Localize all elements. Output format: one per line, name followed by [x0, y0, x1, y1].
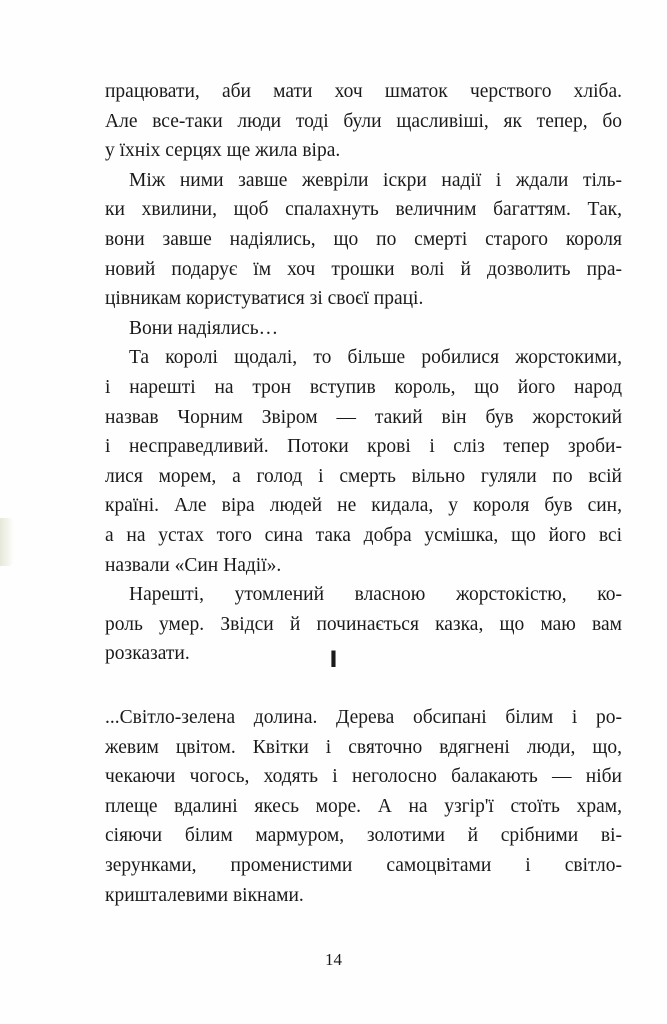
text-line: у їхніх серцях ще жила віра. [105, 140, 341, 162]
text-line: ...Світло-зелена долина. Дерева обсипані білим і ро- [105, 707, 622, 728]
text-line: роль умер. Звідси й починається казка, що маю вам [105, 613, 622, 635]
text-line: і нарешті на трон вступив король, що його народ [105, 376, 622, 398]
text-line: ки хвилини, щоб спалахнуть величним багаттям. Так, [105, 199, 622, 221]
text-line: країні. Але віра людей не кидала, у короля був син, [105, 495, 622, 517]
text-line: вони завше надіялись, що по смерті старого короля [105, 228, 622, 250]
text-line: зерунками, променистими самоцвітами і світло- [105, 854, 622, 876]
text-line: Між ними завше жевріли іскри надії і ждали тіль- [129, 169, 622, 191]
text-line: лися морем, а голод і смерть вільно гуляли по всій [105, 465, 622, 487]
text-line: жевим цвітом. Квітки і святочно вдягнені люди, що, [105, 736, 622, 758]
text-line: Але все-таки люди тоді були щасливіші, як тепер, бо [105, 110, 622, 132]
text-line: і несправедливий. Потоки крові і сліз тепер зроби- [105, 436, 622, 458]
text-line: назвали «Син Надії». [105, 554, 282, 576]
text-line: назвав Чорним Звіром — такий він був жорстокий [105, 406, 622, 428]
text-line: чекаючи чогось, ходять і неголосно балакають — ніби [105, 766, 622, 788]
text-line: плеще вдалині якесь море. А на узгір'ї стоїть храм, [105, 795, 622, 817]
text-line: цівникам користуватися зі своєї праці. [105, 288, 424, 310]
page-number: 14 [325, 950, 342, 969]
chapter-heading: I [329, 648, 338, 673]
text-line: Нарешті, утомлений власною жорстокістю, ко- [129, 584, 622, 606]
page-edge-shadow [0, 518, 14, 566]
text-line: а на устах того сина така добра усмішка, що його всі [105, 524, 622, 546]
text-line: сіяючи білим мармуром, золотими й срібними ві- [105, 825, 622, 847]
text-line: розказати. [105, 643, 190, 665]
body-text-bottom [105, 703, 622, 910]
text-line: новий подарує їм хоч трошки волі й дозволить пра- [105, 258, 622, 280]
text-line: кришталевими вікнами. [105, 884, 304, 906]
text-line: Вони надіялись… [129, 317, 279, 339]
body-text-top [105, 77, 622, 669]
text-line: працювати, аби мати хоч шматок черствого хліба. [105, 81, 622, 102]
text-line: Та королі щодалі, то більше робилися жорстокими, [129, 347, 622, 369]
